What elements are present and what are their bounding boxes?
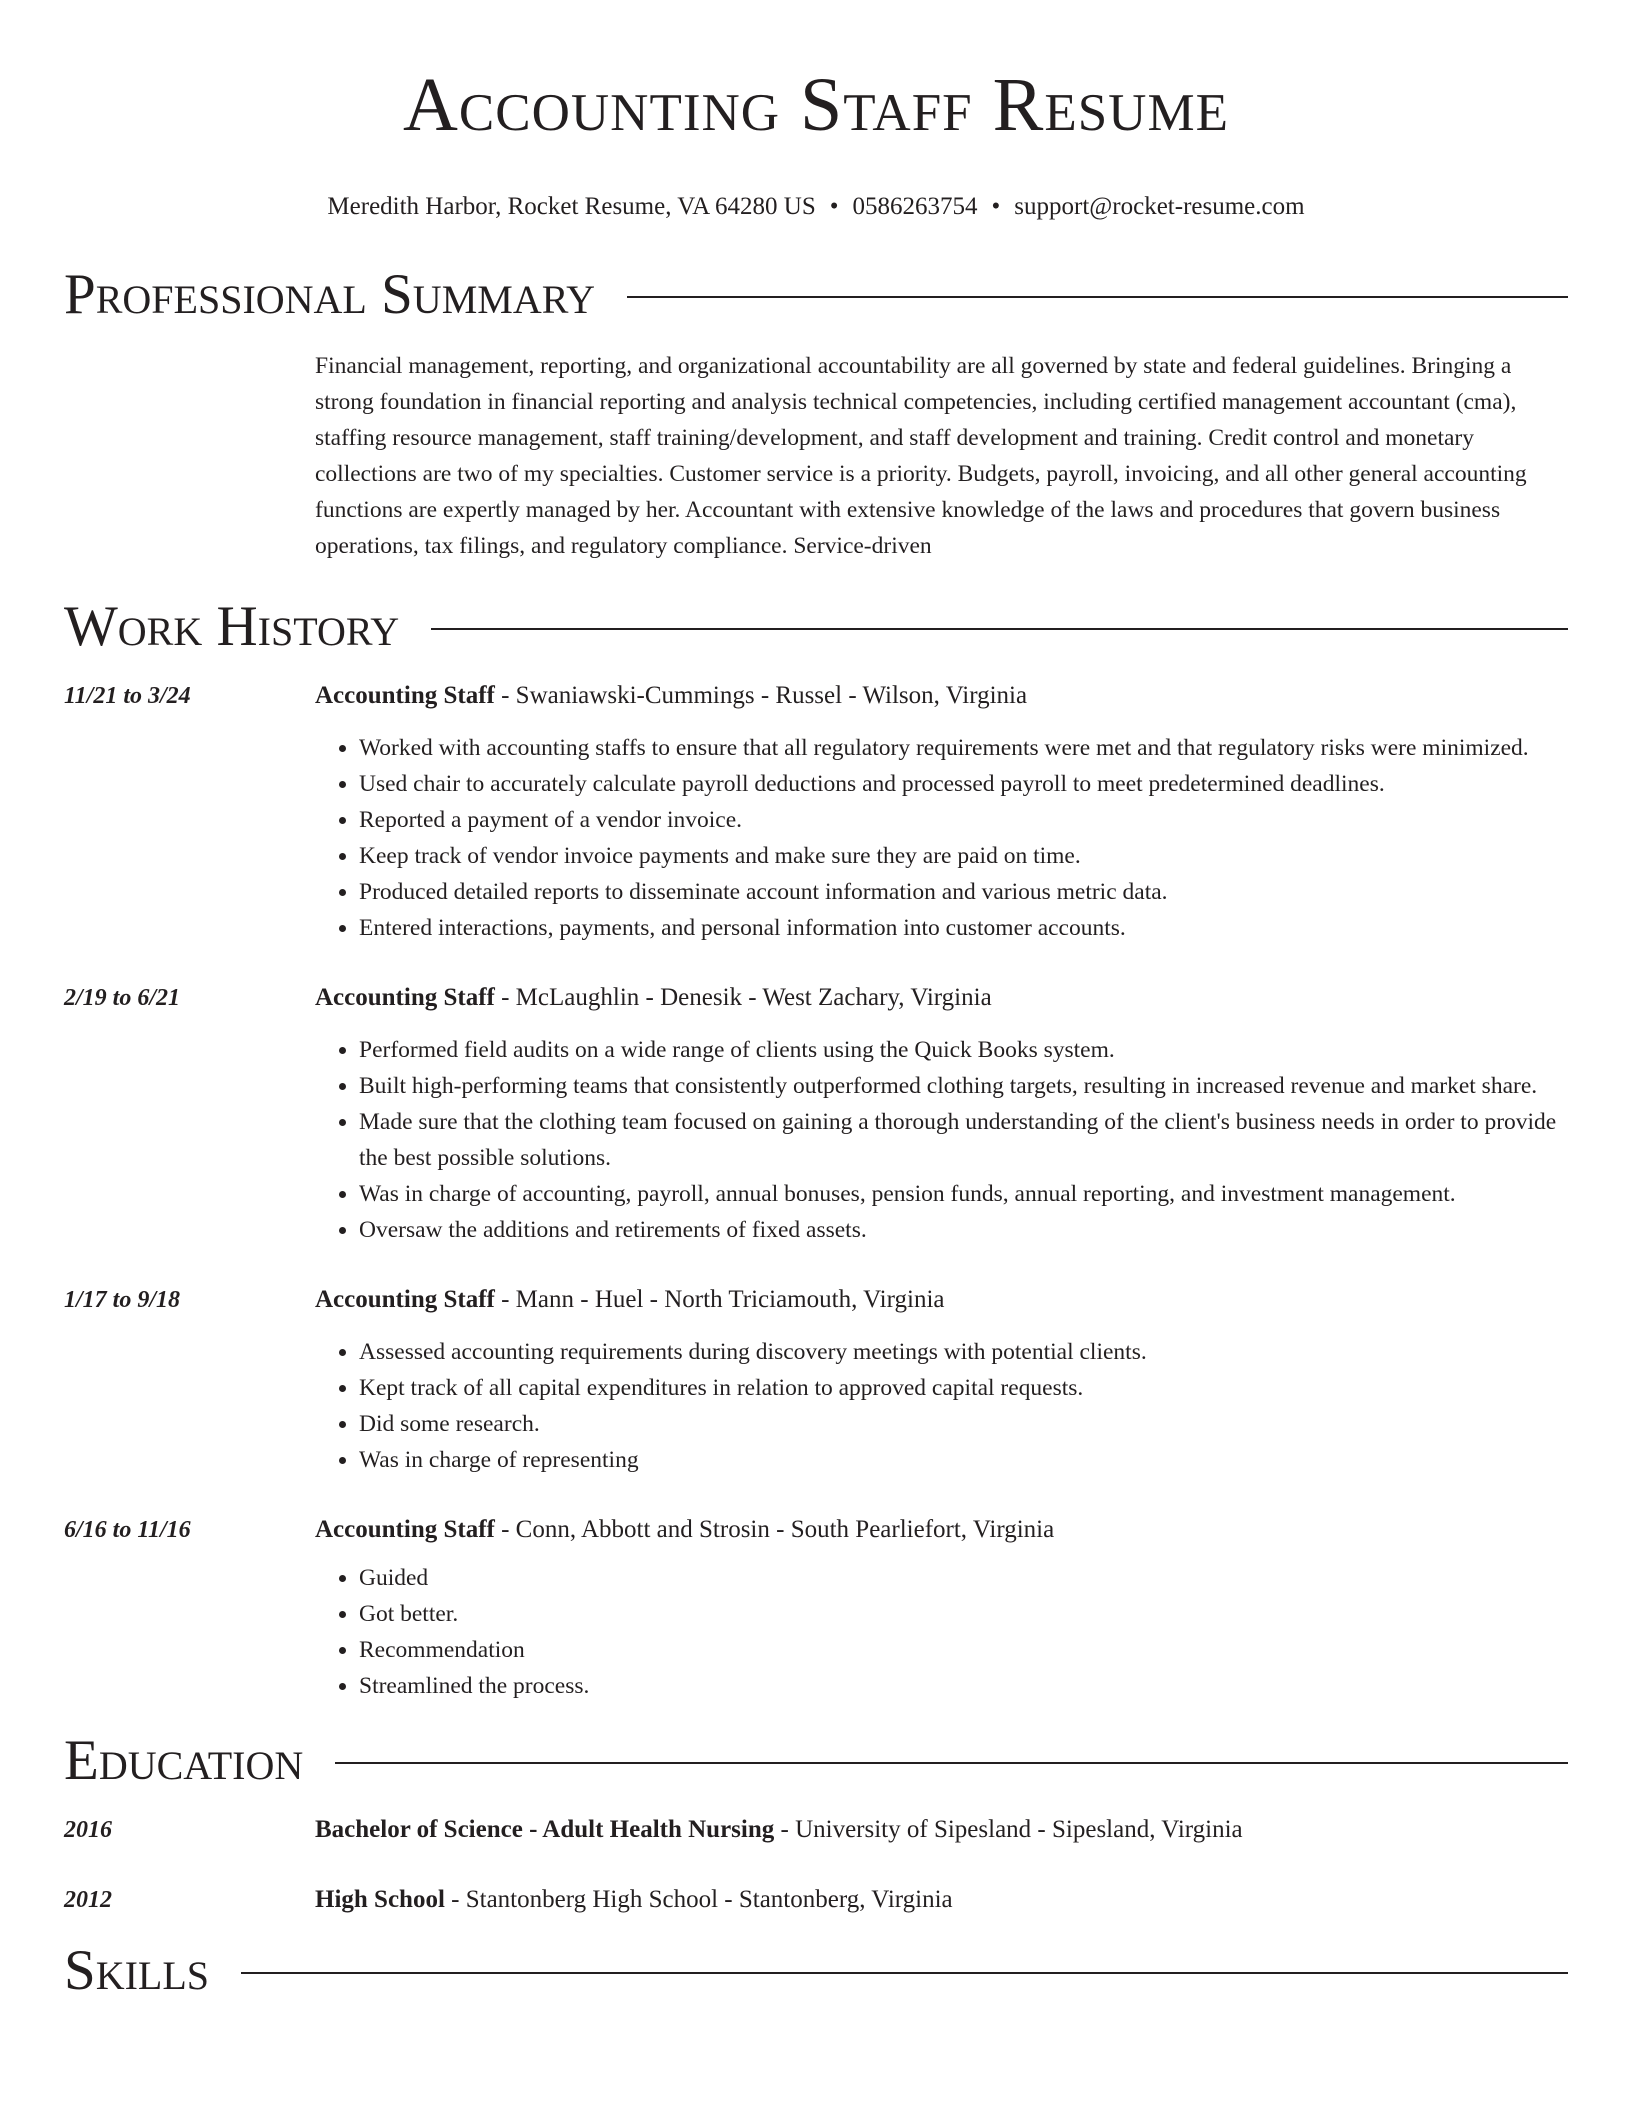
education-degree: Bachelor of Science - Adult Health Nursing xyxy=(315,1816,775,1843)
job-body xyxy=(315,980,1568,1248)
summary-heading: Professional Summary xyxy=(64,263,596,326)
job-header xyxy=(315,678,1568,714)
list-item: • Streamlined the process. xyxy=(359,1668,1568,1704)
job-entry xyxy=(64,678,1568,946)
list-item: • Kept track of all capital expenditures in relation to approved capital requests. xyxy=(359,1370,1568,1406)
job-body xyxy=(315,1512,1568,1704)
education-entry xyxy=(64,1812,1568,1848)
contact-address: Meredith Harbor, Rocket Resume, VA 64280 US xyxy=(327,193,816,220)
list-item: • Produced detailed reports to disseminate account information and various metric data. xyxy=(359,874,1568,910)
job-entry xyxy=(64,1282,1568,1478)
job-entry xyxy=(64,980,1568,1248)
work-section-header xyxy=(64,594,1568,660)
skills-section-header xyxy=(64,1938,1568,2004)
education-section-header xyxy=(64,1728,1568,1794)
section-divider xyxy=(241,1972,1568,1974)
education-details: - University of Sipesland - Sipesland, Virginia xyxy=(774,1816,1243,1843)
job-bullets xyxy=(315,1032,1568,1248)
list-item: • Performed field audits on a wide range of clients using the Quick Books system. xyxy=(359,1032,1568,1068)
job-bullets xyxy=(315,1334,1568,1478)
contact-line xyxy=(64,192,1568,222)
job-dates: 11/21 to 3/24 xyxy=(64,683,191,709)
job-header xyxy=(315,980,1568,1016)
summary-text: Financial management, reporting, and organizational accountability are all governed by state and federal guidelines. Bringing a strong foundation in financial reporting and analysis technical competencies, including certified management accountant (cma), staffing resource management, staff training/development, and staff development and training. Credit control and monetary collections are two of my specialties. Customer service is a priority. Budgets, payroll, invoicing, and all other general accounting functions are expertly managed by her. Accountant with extensive knowledge of the laws and procedures that govern business operations, tax filings, and regulatory compliance. Service-driven xyxy=(315,353,1527,559)
contact-email: support@rocket-resume.com xyxy=(1014,193,1305,220)
job-details: - Conn, Abbott and Strosin - South Pearliefort, Virginia xyxy=(494,1516,1055,1543)
job-title: Accounting Staff xyxy=(315,984,495,1011)
list-item: • Was in charge of accounting, payroll, annual bonuses, pension funds, annual reporting, and investment management. xyxy=(359,1176,1568,1212)
work-heading: Work History xyxy=(64,595,400,658)
job-header xyxy=(315,1282,1568,1318)
list-item: • Built high-performing teams that consistently outperformed clothing targets, resulting in increased revenue and market share. xyxy=(359,1068,1568,1104)
education-entry xyxy=(64,1882,1568,1918)
skills-heading: Skills xyxy=(64,1939,210,2002)
section-divider xyxy=(335,1762,1568,1764)
job-dates: 1/17 to 9/18 xyxy=(64,1287,181,1313)
section-divider xyxy=(627,296,1568,298)
list-item: • Got better. xyxy=(359,1596,1568,1632)
contact-separator: • xyxy=(991,193,1001,220)
job-details: - Mann - Huel - North Triciamouth, Virginia xyxy=(494,1286,945,1313)
list-item: • Reported a payment of a vendor invoice. xyxy=(359,802,1568,838)
education-header xyxy=(315,1812,1568,1848)
education-heading: Education xyxy=(64,1729,304,1792)
education-details: - Stantonberg High School - Stantonberg, Virginia xyxy=(444,1886,953,1913)
list-item: • Keep track of vendor invoice payments and make sure they are paid on time. xyxy=(359,838,1568,874)
job-title: Accounting Staff xyxy=(315,1286,495,1313)
list-item: • Assessed accounting requirements during discovery meetings with potential clients. xyxy=(359,1334,1568,1370)
list-item: • Made sure that the clothing team focused on gaining a thorough understanding of the client's business needs in order to provide the best possible solutions. xyxy=(359,1104,1568,1176)
job-title: Accounting Staff xyxy=(315,682,495,709)
list-item: • Did some research. xyxy=(359,1406,1568,1442)
education-header xyxy=(315,1882,1568,1918)
contact-separator: • xyxy=(829,193,839,220)
list-item: • Worked with accounting staffs to ensure that all regulatory requirements were met and that regulatory risks were minimized. xyxy=(359,730,1568,766)
job-title: Accounting Staff xyxy=(315,1516,495,1543)
job-body xyxy=(315,678,1568,946)
list-item: • Was in charge of representing xyxy=(359,1442,1568,1478)
resume-title: Accounting Staff Resume xyxy=(403,63,1229,147)
list-item: • Used chair to accurately calculate payroll deductions and processed payroll to meet predetermined deadlines. xyxy=(359,766,1568,802)
list-item: • Entered interactions, payments, and personal information into customer accounts. xyxy=(359,910,1568,946)
education-year: 2012 xyxy=(64,1887,112,1913)
summary-section-header xyxy=(64,262,1568,328)
job-bullets xyxy=(315,1560,1568,1704)
job-details: - McLaughlin - Denesik - West Zachary, Virginia xyxy=(494,984,992,1011)
list-item: • Guided xyxy=(359,1560,1568,1596)
job-header xyxy=(315,1512,1568,1548)
job-body xyxy=(315,1282,1568,1478)
list-item: • Recommendation xyxy=(359,1632,1568,1668)
contact-phone: 0586263754 xyxy=(852,193,978,220)
list-item: • Oversaw the additions and retirements of fixed assets. xyxy=(359,1212,1568,1248)
education-degree: High School xyxy=(315,1886,445,1913)
education-year: 2016 xyxy=(64,1817,112,1843)
job-details: - Swaniawski-Cummings - Russel - Wilson, Virginia xyxy=(494,682,1028,709)
job-entry xyxy=(64,1512,1568,1704)
section-divider xyxy=(431,628,1568,630)
job-dates: 2/19 to 6/21 xyxy=(64,985,181,1011)
job-dates: 6/16 to 11/16 xyxy=(64,1517,191,1543)
job-bullets xyxy=(315,730,1568,946)
